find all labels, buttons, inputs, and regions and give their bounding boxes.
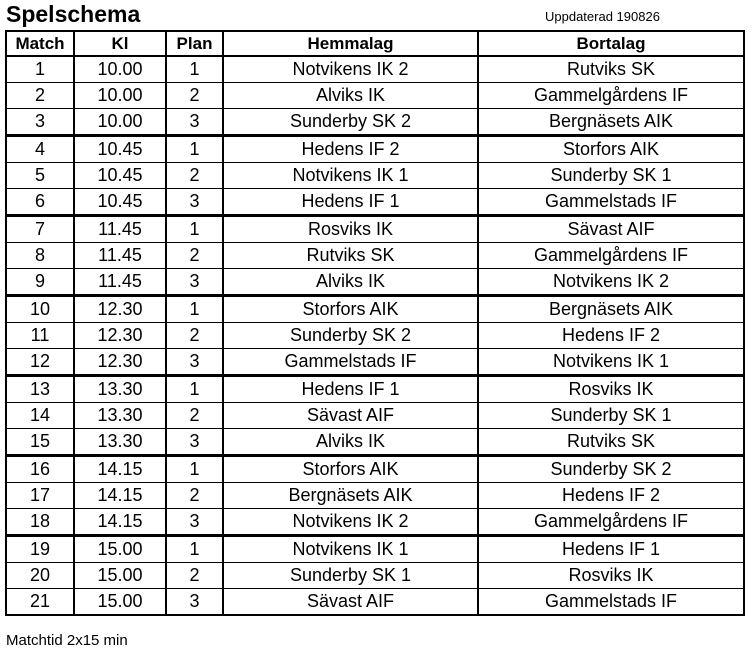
match-number-cell: 11: [6, 323, 74, 349]
field-cell: 2: [166, 403, 223, 429]
header-row: [6, 31, 744, 56]
home-team-cell: Alviks IK: [223, 83, 478, 109]
away-team-cell: Sunderby SK 1: [478, 163, 744, 189]
kickoff-time-cell: 11.45: [74, 216, 166, 243]
home-team-cell: Hedens IF 1: [223, 189, 478, 216]
table-row: [6, 376, 744, 403]
field-cell: 3: [166, 349, 223, 376]
kickoff-time-cell: 10.00: [74, 109, 166, 136]
home-team-cell: Sunderby SK 2: [223, 323, 478, 349]
away-team-cell: Gammelstads IF: [478, 589, 744, 616]
kickoff-time-cell: 15.00: [74, 536, 166, 563]
kickoff-time-cell: 10.00: [74, 56, 166, 83]
home-team-cell: Sunderby SK 2: [223, 109, 478, 136]
field-cell: 3: [166, 589, 223, 616]
field-cell: 2: [166, 83, 223, 109]
kickoff-time-cell: 14.15: [74, 456, 166, 483]
table-row: [6, 483, 744, 509]
kickoff-time-cell: 10.45: [74, 189, 166, 216]
match-number-cell: 17: [6, 483, 74, 509]
column-header-field: Plan: [166, 31, 223, 56]
column-header-time: Kl: [74, 31, 166, 56]
match-number-cell: 18: [6, 509, 74, 536]
page-title: Spelschema: [6, 1, 141, 27]
field-cell: 2: [166, 563, 223, 589]
table-row: [6, 189, 744, 216]
home-team-cell: Storfors AIK: [223, 296, 478, 323]
kickoff-time-cell: 12.30: [74, 296, 166, 323]
table-row: [6, 349, 744, 376]
kickoff-time-cell: 12.30: [74, 323, 166, 349]
away-team-cell: Storfors AIK: [478, 136, 744, 163]
away-team-cell: Rosviks IK: [478, 376, 744, 403]
table-row: [6, 269, 744, 296]
away-team-cell: Sunderby SK 2: [478, 456, 744, 483]
match-number-cell: 5: [6, 163, 74, 189]
field-cell: 1: [166, 536, 223, 563]
field-cell: 2: [166, 243, 223, 269]
match-number-cell: 7: [6, 216, 74, 243]
kickoff-time-cell: 15.00: [74, 589, 166, 616]
match-number-cell: 9: [6, 269, 74, 296]
table-row: [6, 403, 744, 429]
kickoff-time-cell: 13.30: [74, 376, 166, 403]
table-row: [6, 136, 744, 163]
kickoff-time-cell: 14.15: [74, 483, 166, 509]
schedule-body: [6, 56, 744, 615]
table-row: [6, 83, 744, 109]
kickoff-time-cell: 15.00: [74, 563, 166, 589]
kickoff-time-cell: 10.45: [74, 163, 166, 189]
field-cell: 3: [166, 109, 223, 136]
field-cell: 3: [166, 429, 223, 456]
table-row: [6, 429, 744, 456]
match-number-cell: 8: [6, 243, 74, 269]
table-row: [6, 109, 744, 136]
field-cell: 2: [166, 323, 223, 349]
schedule-table: [5, 30, 745, 616]
kickoff-time-cell: 11.45: [74, 243, 166, 269]
home-team-cell: Alviks IK: [223, 429, 478, 456]
field-cell: 1: [166, 376, 223, 403]
field-cell: 1: [166, 136, 223, 163]
field-cell: 3: [166, 189, 223, 216]
column-header-home: Hemmalag: [223, 31, 478, 56]
match-number-cell: 21: [6, 589, 74, 616]
home-team-cell: Storfors AIK: [223, 456, 478, 483]
home-team-cell: Hedens IF 2: [223, 136, 478, 163]
field-cell: 1: [166, 456, 223, 483]
home-team-cell: Gammelstads IF: [223, 349, 478, 376]
home-team-cell: Notvikens IK 2: [223, 509, 478, 536]
match-number-cell: 12: [6, 349, 74, 376]
away-team-cell: Bergnäsets AIK: [478, 296, 744, 323]
table-row: [6, 323, 744, 349]
away-team-cell: Gammelstads IF: [478, 189, 744, 216]
match-number-cell: 19: [6, 536, 74, 563]
home-team-cell: Sunderby SK 1: [223, 563, 478, 589]
match-number-cell: 15: [6, 429, 74, 456]
away-team-cell: Rutviks SK: [478, 56, 744, 83]
kickoff-time-cell: 10.45: [74, 136, 166, 163]
match-number-cell: 6: [6, 189, 74, 216]
kickoff-time-cell: 13.30: [74, 429, 166, 456]
field-cell: 3: [166, 269, 223, 296]
home-team-cell: Notvikens IK 1: [223, 163, 478, 189]
updated-date: Uppdaterad 190826: [545, 9, 660, 24]
away-team-cell: Gammelgårdens IF: [478, 83, 744, 109]
column-header-match: Match: [6, 31, 74, 56]
table-row: [6, 243, 744, 269]
away-team-cell: Sunderby SK 1: [478, 403, 744, 429]
kickoff-time-cell: 12.30: [74, 349, 166, 376]
match-number-cell: 10: [6, 296, 74, 323]
kickoff-time-cell: 14.15: [74, 509, 166, 536]
away-team-cell: Notvikens IK 1: [478, 349, 744, 376]
table-row: [6, 296, 744, 323]
match-number-cell: 1: [6, 56, 74, 83]
away-team-cell: Gammelgårdens IF: [478, 509, 744, 536]
home-team-cell: Bergnäsets AIK: [223, 483, 478, 509]
kickoff-time-cell: 13.30: [74, 403, 166, 429]
field-cell: 1: [166, 296, 223, 323]
table-row: [6, 563, 744, 589]
home-team-cell: Notvikens IK 2: [223, 56, 478, 83]
table-row: [6, 456, 744, 483]
home-team-cell: Notvikens IK 1: [223, 536, 478, 563]
away-team-cell: Hedens IF 1: [478, 536, 744, 563]
match-number-cell: 2: [6, 83, 74, 109]
away-team-cell: Hedens IF 2: [478, 483, 744, 509]
away-team-cell: Rosviks IK: [478, 563, 744, 589]
match-number-cell: 4: [6, 136, 74, 163]
table-row: [6, 509, 744, 536]
away-team-cell: Gammelgårdens IF: [478, 243, 744, 269]
home-team-cell: Alviks IK: [223, 269, 478, 296]
table-row: [6, 163, 744, 189]
column-header-away: Bortalag: [478, 31, 744, 56]
match-number-cell: 20: [6, 563, 74, 589]
match-number-cell: 16: [6, 456, 74, 483]
field-cell: 2: [166, 163, 223, 189]
field-cell: 3: [166, 509, 223, 536]
table-row: [6, 536, 744, 563]
field-cell: 1: [166, 56, 223, 83]
field-cell: 2: [166, 483, 223, 509]
away-team-cell: Rutviks SK: [478, 429, 744, 456]
match-number-cell: 13: [6, 376, 74, 403]
match-duration-note: Matchtid 2x15 min: [6, 632, 128, 649]
match-number-cell: 14: [6, 403, 74, 429]
match-number-cell: 3: [6, 109, 74, 136]
home-team-cell: Sävast AIF: [223, 589, 478, 616]
away-team-cell: Hedens IF 2: [478, 323, 744, 349]
field-cell: 1: [166, 216, 223, 243]
away-team-cell: Sävast AIF: [478, 216, 744, 243]
away-team-cell: Bergnäsets AIK: [478, 109, 744, 136]
table-row: [6, 56, 744, 83]
home-team-cell: Sävast AIF: [223, 403, 478, 429]
home-team-cell: Rosviks IK: [223, 216, 478, 243]
table-row: [6, 216, 744, 243]
kickoff-time-cell: 10.00: [74, 83, 166, 109]
home-team-cell: Rutviks SK: [223, 243, 478, 269]
table-row: [6, 589, 744, 616]
away-team-cell: Notvikens IK 2: [478, 269, 744, 296]
home-team-cell: Hedens IF 1: [223, 376, 478, 403]
kickoff-time-cell: 11.45: [74, 269, 166, 296]
